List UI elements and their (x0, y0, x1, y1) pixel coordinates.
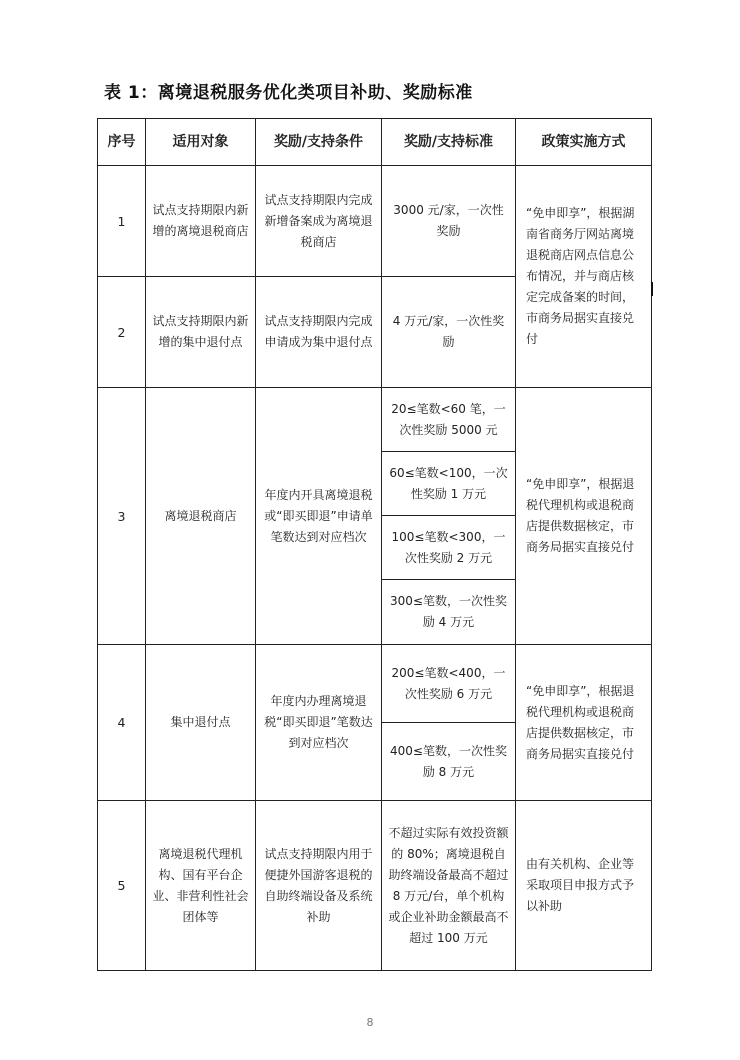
policy-cell: “免申即享”，根据退税代理机构或退税商店提供数据核定，市商务局据实直接兑付 (516, 388, 652, 645)
row-number: 5 (98, 801, 146, 971)
row-number: 3 (98, 388, 146, 645)
margin-mark (651, 282, 653, 296)
standard-cell: 60≤笔数<100，一次性奖励 1 万元 (382, 452, 516, 516)
policy-cell: “免申即享”，根据湖南省商务厅网站离境退税商店网点信息公布情况，并与商店核定完成备案的时间，市商务局据实直接兑付 (516, 166, 652, 388)
standard-cell: 100≤笔数<300，一次性奖励 2 万元 (382, 516, 516, 580)
standard-cell: 3000 元/家，一次性奖励 (382, 166, 516, 277)
table-row (98, 166, 652, 277)
target-cell: 集中退付点 (146, 645, 256, 801)
target-cell: 离境退税代理机构、国有平台企业、非营利性社会团体等 (146, 801, 256, 971)
standard-cell: 4 万元/家，一次性奖励 (382, 277, 516, 388)
target-cell: 试点支持期限内新增的集中退付点 (146, 277, 256, 388)
condition-cell: 年度内办理离境退税“即买即退”笔数达到对应档次 (256, 645, 382, 801)
page-number: 8 (366, 1016, 374, 1029)
standard-cell: 不超过实际有效投资额的 80%；离境退税自助终端设备最高不超过 8 万元/台，单个机构或企业补助金额最高不超过 100 万元 (382, 801, 516, 971)
table-row (98, 801, 652, 971)
header-row (98, 119, 652, 166)
row-number: 2 (98, 277, 146, 388)
policy-cell: “免申即享”，根据退税代理机构或退税商店提供数据核定，市商务局据实直接兑付 (516, 645, 652, 801)
standard-cell: 400≤笔数，一次性奖励 8 万元 (382, 723, 516, 801)
condition-cell: 试点支持期限内完成新增备案成为离境退税商店 (256, 166, 382, 277)
header-policy: 政策实施方式 (516, 119, 652, 166)
standard-cell: 200≤笔数<400，一次性奖励 6 万元 (382, 645, 516, 723)
table-row (98, 645, 652, 723)
condition-cell: 年度内开具离境退税或“即买即退”申请单笔数达到对应档次 (256, 388, 382, 645)
standard-cell: 20≤笔数<60 笔，一次性奖励 5000 元 (382, 388, 516, 452)
policy-cell: 由有关机构、企业等采取项目申报方式予以补助 (516, 801, 652, 971)
row-number: 4 (98, 645, 146, 801)
header-standard: 奖励/支持标准 (382, 119, 516, 166)
condition-cell: 试点支持期限内完成申请成为集中退付点 (256, 277, 382, 388)
subsidy-table (97, 118, 652, 971)
row-number: 1 (98, 166, 146, 277)
standard-cell: 300≤笔数，一次性奖励 4 万元 (382, 580, 516, 645)
header-condition: 奖励/支持条件 (256, 119, 382, 166)
target-cell: 离境退税商店 (146, 388, 256, 645)
condition-cell: 试点支持期限内用于便捷外国游客退税的自助终端设备及系统补助 (256, 801, 382, 971)
table-row (98, 388, 652, 452)
header-target: 适用对象 (146, 119, 256, 166)
table-title: 表 1：离境退税服务优化类项目补助、奖励标准 (104, 83, 473, 103)
target-cell: 试点支持期限内新增的离境退税商店 (146, 166, 256, 277)
header-num: 序号 (98, 119, 146, 166)
